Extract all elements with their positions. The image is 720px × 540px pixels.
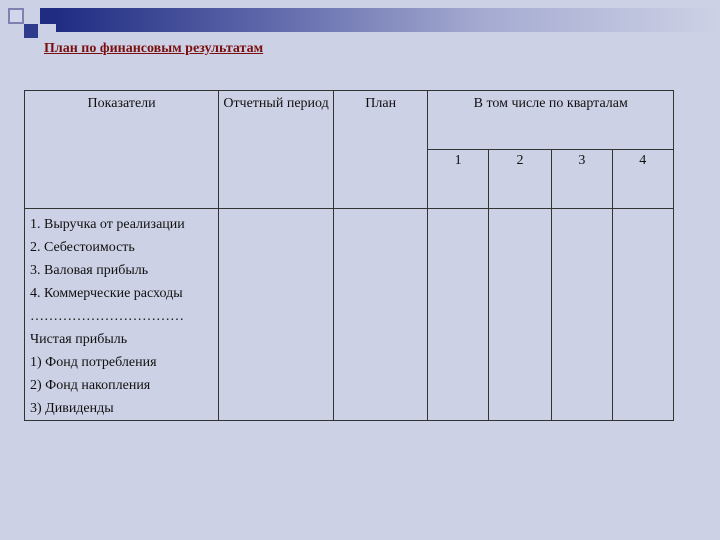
indicator-item: 3. Валовая прибыль [30, 263, 149, 278]
header-gradient-bar [56, 8, 720, 32]
indicator-item: 1. Выручка от реализации [30, 217, 185, 232]
slide-title: План по финансовым результатам [44, 41, 264, 56]
quarter-1-cell [428, 209, 488, 421]
indicator-item: 4. Коммерческие расходы [30, 286, 183, 301]
indicator-item: 2. Себестоимость [30, 240, 135, 255]
decorative-square-outline [8, 8, 24, 24]
quarter-4: 4 [612, 150, 673, 209]
quarter-2: 2 [488, 150, 551, 209]
decorative-square-dark [40, 8, 56, 24]
header-plan: План [333, 91, 428, 209]
table-header-row [25, 91, 674, 150]
quarter-3: 3 [552, 150, 612, 209]
decorative-square-filled [24, 24, 38, 38]
quarter-4-cell [612, 209, 673, 421]
table-body-row [25, 209, 674, 421]
header-reporting-period: Отчетный период [219, 91, 334, 209]
indicator-item: 1) Фонд потребления [30, 355, 157, 370]
header-indicators: Показатели [25, 91, 219, 209]
indicator-item: 2) Фонд накопления [30, 378, 151, 393]
financial-plan-table [24, 90, 674, 421]
plan-cell [333, 209, 428, 421]
indicator-item: Чистая прибыль [30, 332, 128, 347]
quarter-1: 1 [428, 150, 488, 209]
reporting-period-cell [219, 209, 334, 421]
indicator-item: 3) Дивиденды [30, 401, 114, 416]
indicator-ellipsis: …………………………… [30, 309, 184, 324]
quarter-3-cell [552, 209, 612, 421]
quarter-2-cell [488, 209, 551, 421]
indicators-cell [25, 209, 219, 421]
header-quarters: В том числе по кварталам [428, 91, 674, 150]
